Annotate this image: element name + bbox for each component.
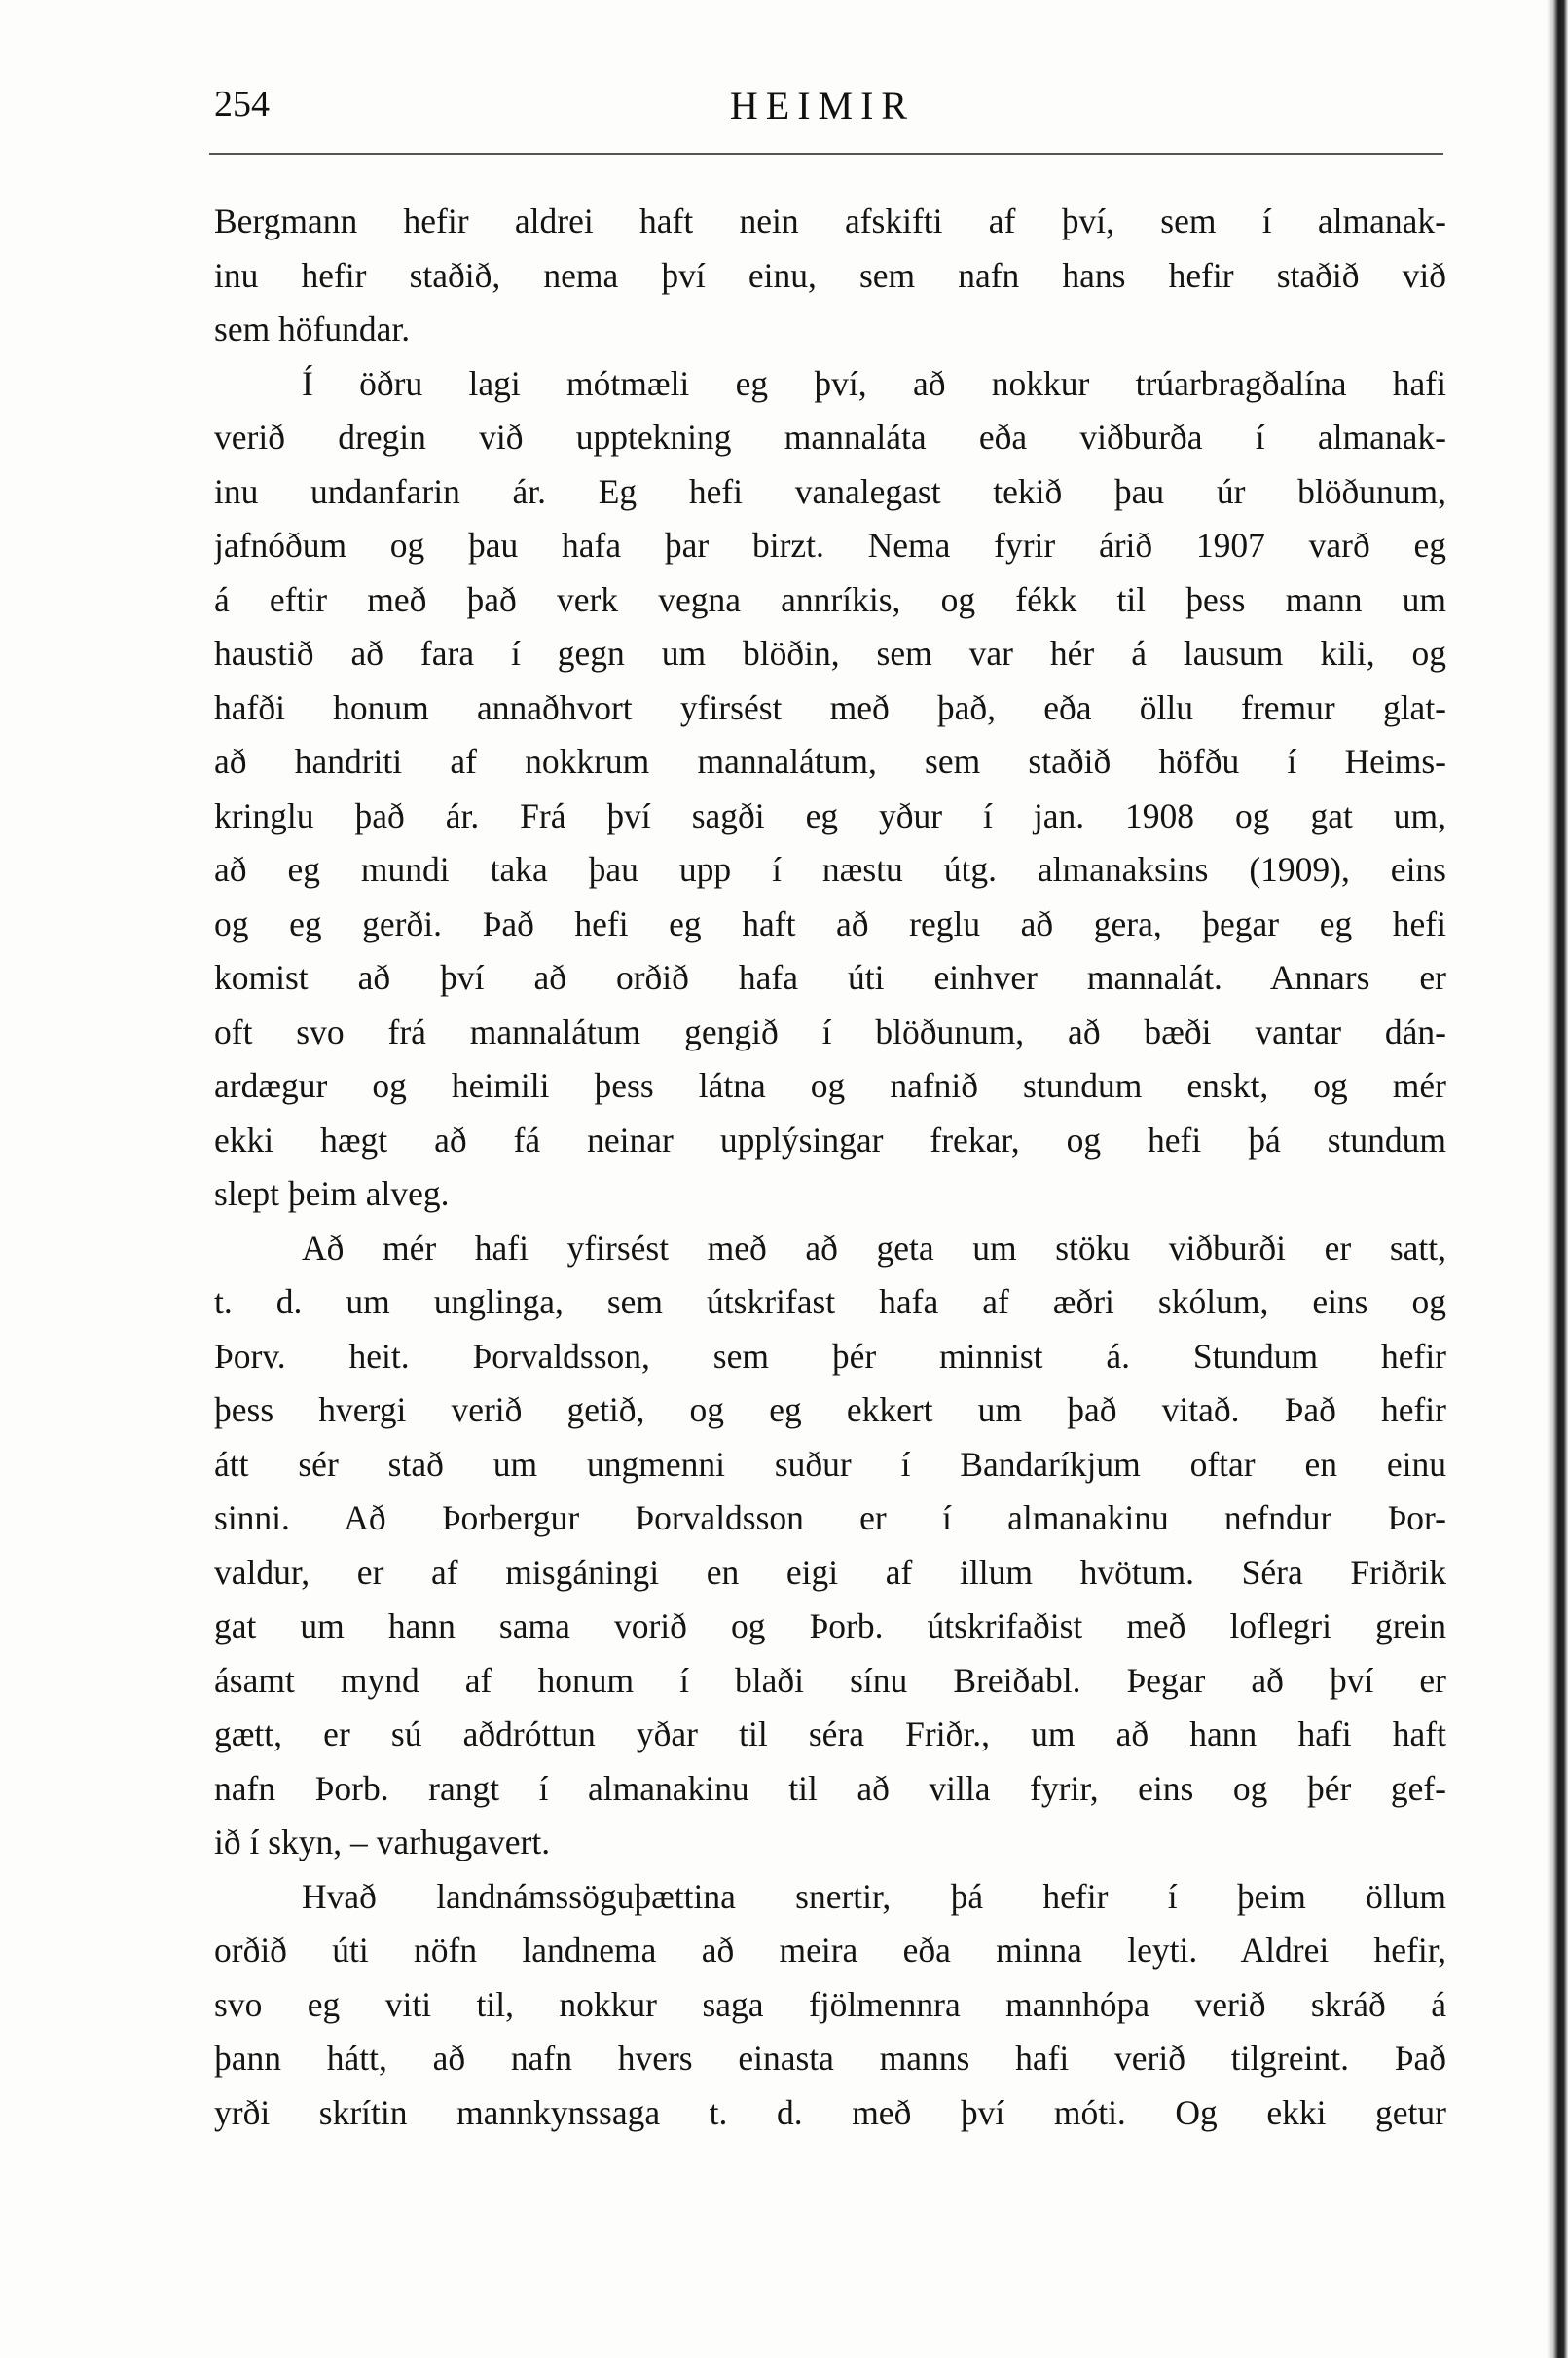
text-line: hafði honum annaðhvort yfirsést með það, eða öllu fremur glat- [214, 687, 1446, 727]
text-line: sinni. Að Þorbergur Þorvaldsson er í almanakinu nefndur Þor- [214, 1498, 1446, 1537]
text-line: yrði skrítin mannkynssaga t. d. með því móti. Og ekki getur [214, 2092, 1446, 2132]
text-line: gætt, er sú aðdróttun yðar til séra Friðr., um að hann hafi haft [214, 1714, 1446, 1753]
text-line: Þorv. heit. Þorvaldsson, sem þér minnist á. Stundum hefir [214, 1336, 1446, 1376]
text-line: Að mér hafi yfirsést með að geta um stöku viðburði er satt, [302, 1228, 1446, 1268]
text-line: inu undanfarin ár. Eg hefi vanalegast tekið þau úr blöðunum, [214, 471, 1446, 511]
text-line: slept þeim alveg. [214, 1174, 450, 1213]
page-header [204, 83, 1440, 131]
text-line: oft svo frá mannalátum gengið í blöðunum, að bæði vantar dán- [214, 1012, 1446, 1051]
text-line: Bergmann hefir aldrei haft nein afskifti af því, sem í almanak- [214, 202, 1446, 240]
text-line: gat um hann sama vorið og Þorb. útskrifaðist með loflegri grein [214, 1606, 1446, 1645]
text-line: kringlu það ár. Frá því sagði eg yður í jan. 1908 og gat um, [214, 795, 1446, 835]
text-line: ardægur og heimili þess látna og nafnið stundum enskt, og mér [214, 1066, 1446, 1105]
text-line: að handriti af nokkrum mannalátum, sem staðið höfðu í Heims- [214, 742, 1446, 781]
running-title: HEIMIR [729, 84, 916, 128]
text-line: Hvað landnámssöguþættina snertir, þá hefir í þeim öllum [302, 1876, 1446, 1916]
text-line: svo eg viti til, nokkur saga fjölmennra mannhópa verið skráð á [214, 1984, 1446, 2024]
text-line: orðið úti nöfn landnema að meira eða minna leyti. Aldrei hefir, [214, 1931, 1446, 1970]
page-binding-edge [1547, 0, 1568, 2358]
text-line: verið dregin við upptekning mannaláta eða viðburða í almanak- [214, 418, 1446, 457]
text-line: komist að því að orðið hafa úti einhver mannalát. Annars er [214, 958, 1446, 997]
text-line: þann hátt, að nafn hvers einasta manns hafi verið tilgreint. Það [214, 2039, 1446, 2078]
text-line: þess hvergi verið getið, og eg ekkert um það vitað. Það hefir [214, 1390, 1446, 1429]
text-line: haustið að fara í gegn um blöðin, sem var hér á lausum kili, og [214, 634, 1446, 673]
text-line: t. d. um unglinga, sem útskrifast hafa af æðri skólum, eins og [214, 1282, 1446, 1321]
text-line: að eg mundi taka þau upp í næstu útg. almanaksins (1909), eins [214, 850, 1446, 889]
text-line: ekki hægt að fá neinar upplýsingar frekar, og hefi þá stundum [214, 1120, 1446, 1160]
text-line: valdur, er af misgáningi en eigi af illum hvötum. Séra Friðrik [214, 1552, 1446, 1592]
text-line: jafnóðum og þau hafa þar birzt. Nema fyrir árið 1907 varð eg [214, 526, 1446, 565]
text-line: ásamt mynd af honum í blaði sínu Breiðabl. Þegar að því er [214, 1660, 1446, 1700]
text-line: inu hefir staðið, nema því einu, sem nafn hans hefir staðið við [214, 255, 1446, 295]
text-line: sem höfundar. [214, 310, 411, 349]
text-line: á eftir með það verk vegna annríkis, og fékk til þess mann um [214, 579, 1446, 619]
page-number: 254 [214, 84, 270, 125]
text-line: ið í skyn, – varhugavert. [214, 1823, 551, 1861]
text-line: Í öðru lagi mótmæli eg því, að nokkur trúarbragðalína hafi [302, 363, 1446, 403]
body-text [214, 195, 1446, 2140]
text-line: nafn Þorb. rangt í almanakinu til að villa fyrir, eins og þér gef- [214, 1768, 1446, 1808]
text-line: átt sér stað um ungmenni suður í Bandaríkjum oftar en einu [214, 1444, 1446, 1484]
text-line: og eg gerði. Það hefi eg haft að reglu að gera, þegar eg hefi [214, 903, 1446, 943]
header-rule [209, 153, 1443, 155]
